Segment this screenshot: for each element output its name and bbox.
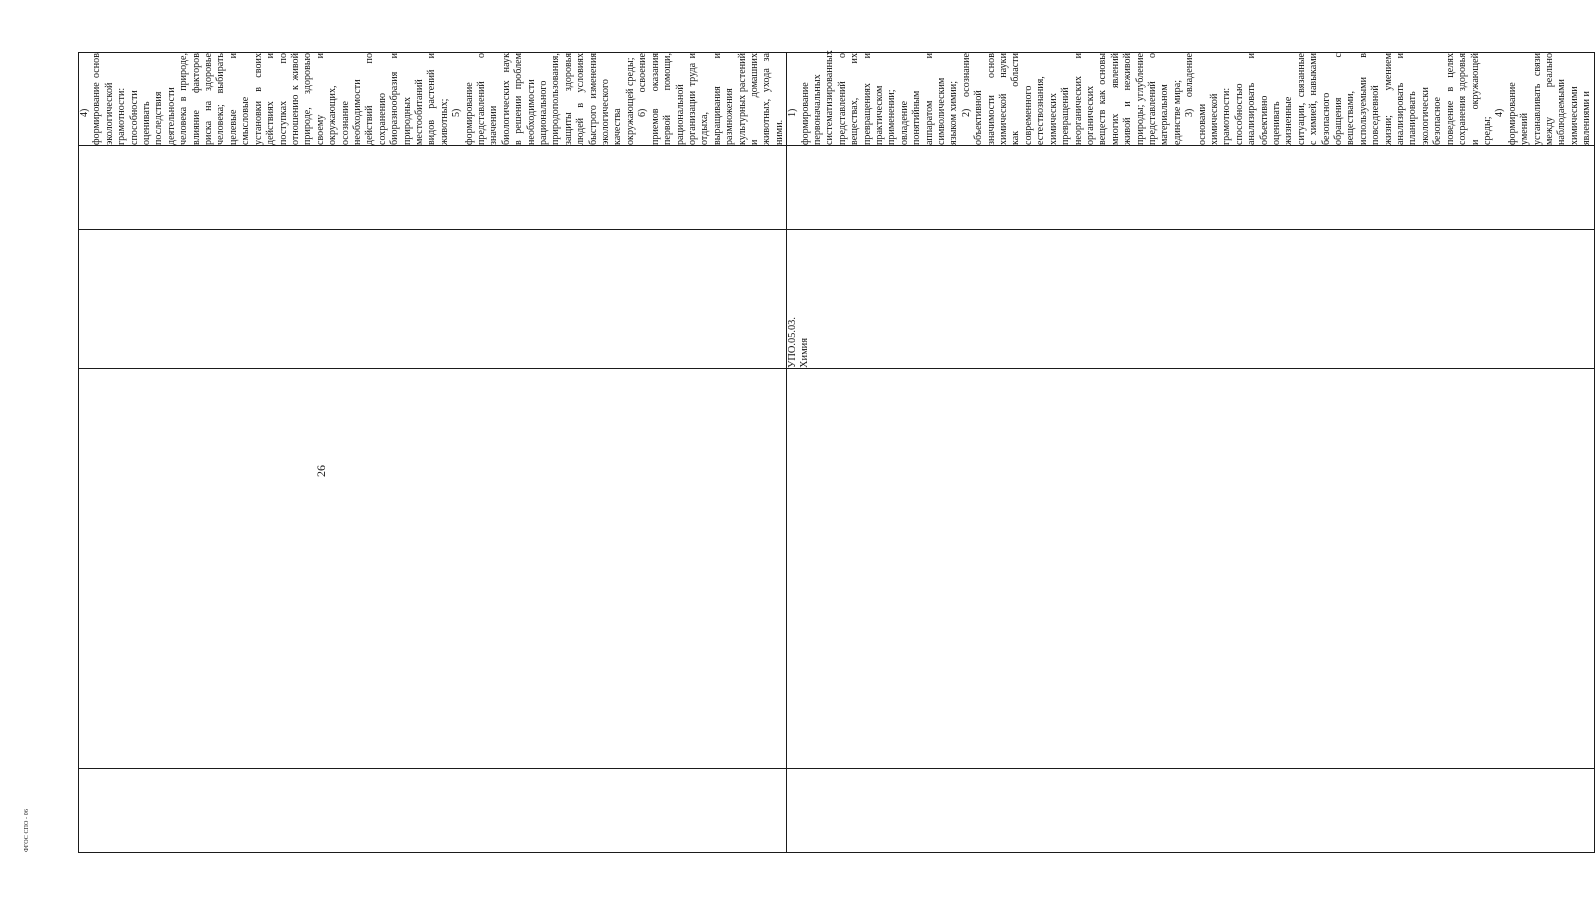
discipline-cell <box>79 230 787 369</box>
empty-number-cell <box>79 769 787 853</box>
requirement-paragraph: 2) осознание объективной значимости основ химической науки как области современного естествознания, химических превращений неорганических и органических веществ как основы многих явлений живой и неживой природы; углубление представлений о материальном единстве мира; <box>960 53 1183 145</box>
discipline-code: УПО.05.03. <box>787 317 799 368</box>
requirement-paragraph: 1) формирование первоначальных систематизированных представлений о веществах, их превращениях и практическом применении; овладение понятийным аппаратом и символическим языком химии; <box>787 50 960 145</box>
empty-hours-cell <box>79 146 787 230</box>
requirements-cell <box>79 53 787 146</box>
discipline-name: Химия <box>799 338 811 368</box>
page-number: 26 <box>314 465 328 477</box>
requirements-cell <box>787 50 1594 146</box>
empty-competence-cell <box>787 369 1594 769</box>
empty-hours-cell <box>787 146 1594 230</box>
requirement-paragraph: 4) формирование основ экологической грамотности: способности оценивать последствия деятельности человека в природе, влияние факторов риска на здоровье человека; выбирать целевые и смысловые установки в своих действиях и поступках по отношению к живой природе, здоровью своему и окружающих, осознание необходимости действий по сохранению биоразнообразия и природных местообитаний видов растений и животных; <box>79 53 450 145</box>
empty-number-cell <box>787 769 1594 853</box>
empty-competence-cell <box>79 369 787 769</box>
rotated-curriculum-table <box>78 50 1593 853</box>
requirement-paragraph: 3) овладение основами химической грамотности: способностью анализировать и объективно оценивать жизненные ситуации, связанные с химией, навыками безопасного обращения с веществами, используемыми в повседневной жизни; умением анализировать и планировать экологически безопасное поведение в целях сохранения здоровья и окружающей среды; <box>1184 53 1493 145</box>
requirement-paragraph: 5) формирование представлений о значении биологических наук в решении проблем необходимости рационального природопользования, защиты здоровья людей в условиях быстрого изменения экологического качества окружающей среды; <box>451 53 636 145</box>
table-row-chemistry <box>787 53 1594 853</box>
discipline-cell <box>787 230 1594 369</box>
curriculum-table <box>78 52 1595 853</box>
requirement-paragraph: 4) формирование умений устанавливать связи между реально наблюдаемыми химическими явлениями и <box>1494 53 1593 145</box>
table-row-biology <box>79 53 787 853</box>
document-footer: ФГОС СПО - 06 <box>24 809 30 852</box>
requirement-paragraph: 6) освоение приемов оказания первой помощи, рациональной организации труда и отдыха, выращивания и размножения культурных растений и домашних животных, ухода за ними. <box>637 53 785 145</box>
